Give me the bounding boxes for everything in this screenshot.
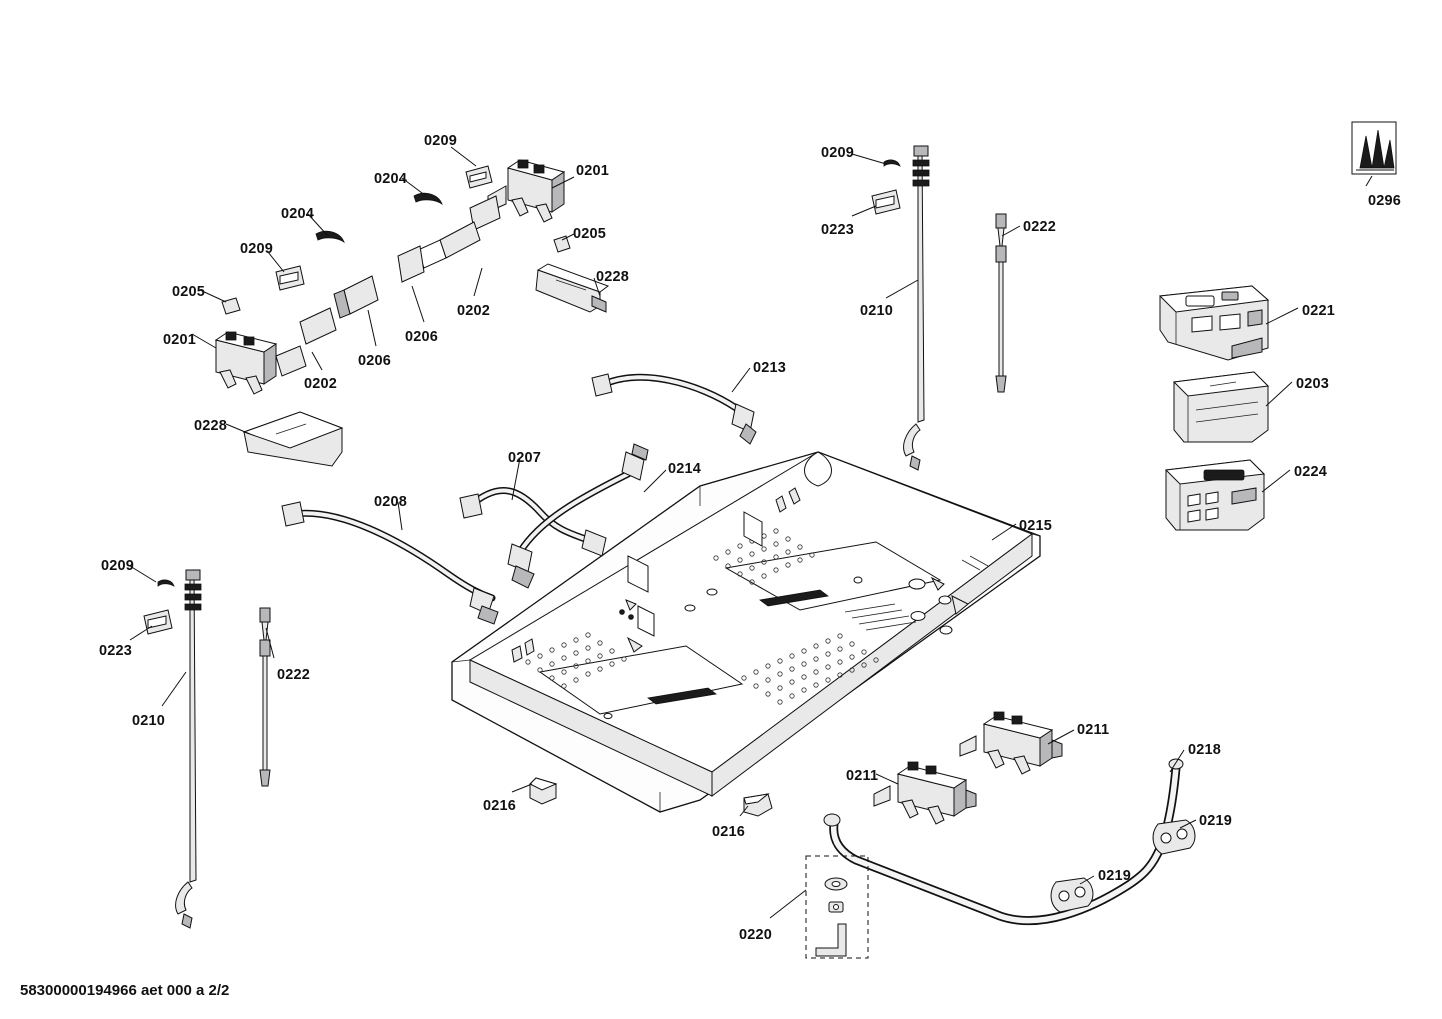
part-label-0223-b: 0223 [99,643,133,659]
part-label-0222-a: 0222 [1023,219,1057,235]
part-label-0209-d: 0209 [101,558,135,574]
part-label-0228-a: 0228 [596,269,630,285]
part-label-0209-c: 0209 [821,145,855,161]
transformer-module-0203 [1174,372,1268,442]
part-label-0228-b: 0228 [194,418,228,434]
fitting-kit-0220 [806,856,868,958]
part-label-0207: 0207 [508,450,542,466]
part-label-0203: 0203 [1296,376,1330,392]
cooktop-base-pan [452,452,1040,812]
part-label-0224: 0224 [1294,464,1328,480]
part-label-0206-a: 0206 [405,329,439,345]
part-label-0215: 0215 [1019,518,1053,534]
part-label-0222-b: 0222 [277,667,311,683]
part-label-0208: 0208 [374,494,408,510]
part-label-0216-b: 0216 [712,824,746,840]
ignition-module-0224 [1166,460,1264,530]
igniter-electrode-left [144,570,201,928]
part-label-0205-a: 0205 [573,226,607,242]
part-label-0223-a: 0223 [821,222,855,238]
part-label-0219-a: 0219 [1199,813,1233,829]
part-label-0296: 0296 [1368,193,1402,209]
part-label-0210-b: 0210 [132,713,166,729]
part-label-0209-b: 0209 [240,241,274,257]
part-label-0204-b: 0204 [281,206,315,222]
mounting-bracket-lower [244,412,342,466]
part-label-0206-b: 0206 [358,353,392,369]
base-clip-right [744,794,772,816]
part-label-0216-a: 0216 [483,798,517,814]
part-label-0220: 0220 [739,927,773,943]
part-label-0219-b: 0219 [1098,868,1132,884]
base-clip-left [530,778,556,804]
thermocouple-right [996,214,1006,392]
control-module-0221 [1160,286,1268,360]
part-label-0221: 0221 [1302,303,1336,319]
part-label-0201-a: 0201 [576,163,610,179]
part-label-0210-a: 0210 [860,303,894,319]
burner-flame-icon [1352,122,1396,174]
part-label-0211-b: 0211 [846,768,879,784]
part-label-0211-a: 0211 [1077,722,1110,738]
gas-hose-0213 [592,374,756,444]
part-label-0204-a: 0204 [374,171,408,187]
part-label-0209-a: 0209 [424,133,458,149]
part-label-0205-b: 0205 [172,284,206,300]
part-label-0202-b: 0202 [304,376,338,392]
part-label-0214: 0214 [668,461,702,477]
pipe-clamp-right [1153,820,1195,854]
part-label-0218: 0218 [1188,742,1222,758]
gas-hose-0208 [282,502,498,624]
document-footer: 58300000194966 aet 000 a 2/2 [20,982,230,999]
gas-valve-0211-upper [960,712,1062,774]
part-label-0202-a: 0202 [457,303,491,319]
part-label-0213: 0213 [753,360,787,376]
gas-valve-0211-lower [874,762,976,824]
part-label-0201-b: 0201 [163,332,197,348]
thermocouple-left [260,608,270,786]
